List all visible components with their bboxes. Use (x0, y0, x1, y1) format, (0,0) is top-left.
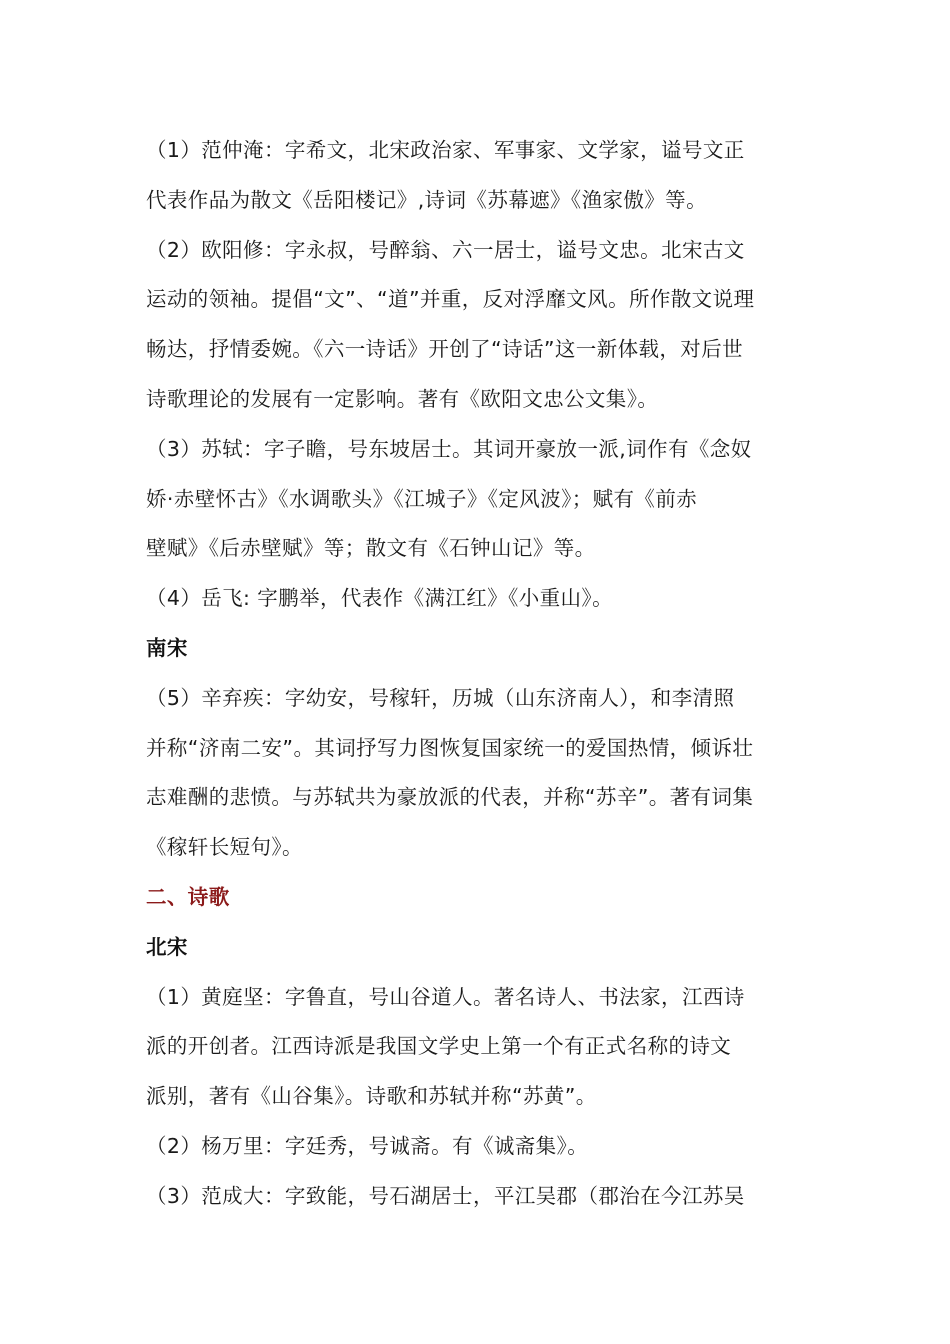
text-line: 畅达，抒情委婉。《六一诗话》开创了“诗话”这一新体载，对后世 (146, 337, 743, 362)
text-line: （1）黄庭坚：字鲁直，号山谷道人。著名诗人、书法家，江西诗 (146, 984, 745, 1009)
text-line: 娇·赤壁怀古》《水调歌头》《江城子》《定风波》；赋有《前赤 (146, 486, 698, 511)
subsection-heading: 南宋 (146, 635, 188, 660)
text-line: （4）岳飞: 字鹏举，代表作《满江红》《小重山》。 (146, 586, 613, 611)
text-line: 运动的领袖。提倡“文”、“道”并重，反对浮靡文风。所作散文说理 (146, 287, 755, 312)
text-line: 派的开创者。江西诗派是我国文学史上第一个有正式名称的诗文 (146, 1034, 732, 1059)
text-line: （2）欧阳修：字永叔，号醉翁、六一居士，谥号文忠。北宋古文 (146, 237, 745, 262)
text-line: 志难酬的悲愤。与苏轼共为豪放派的代表，并称“苏辛”。著有词集 (146, 785, 754, 810)
document-body (146, 126, 814, 1222)
text-line: （2）杨万里：字廷秀，号诚斋。有《诚斋集》。 (146, 1133, 589, 1158)
text-line: 派别，著有《山谷集》。诗歌和苏轼并称“苏黄”。 (146, 1084, 597, 1109)
text-line: 壁赋》《后赤壁赋》等；散文有《石钟山记》等。 (146, 536, 596, 561)
text-line: （1）范仲淹：字希文，北宋政治家、军事家、文学家，谥号文正 (146, 138, 745, 162)
text-line: 并称“济南二安”。其词抒写力图恢复国家统一的爱国热情，倾诉壮 (146, 735, 754, 760)
text-line: （3）苏轼：字子瞻，号东坡居士。其词开豪放一派,词作有《念奴 (146, 436, 752, 461)
text-line: 《稼轩长短句》。 (146, 835, 303, 860)
text-line: （3）范成大：字致能，号石湖居士，平江吴郡（郡治在今江苏吴 (146, 1183, 745, 1208)
subsection-heading: 北宋 (146, 934, 188, 959)
text-line: （5）辛弃疾：字幼安，号稼轩，历城（山东济南人），和李清照 (146, 685, 735, 710)
text-line: 代表作品为散文《岳阳楼记》,诗词《苏幕遮》《渔家傲》等。 (146, 187, 707, 212)
section-heading: 二、诗歌 (146, 884, 230, 909)
text-line: 诗歌理论的发展有一定影响。著有《欧阳文忠公文集》。 (146, 386, 659, 411)
